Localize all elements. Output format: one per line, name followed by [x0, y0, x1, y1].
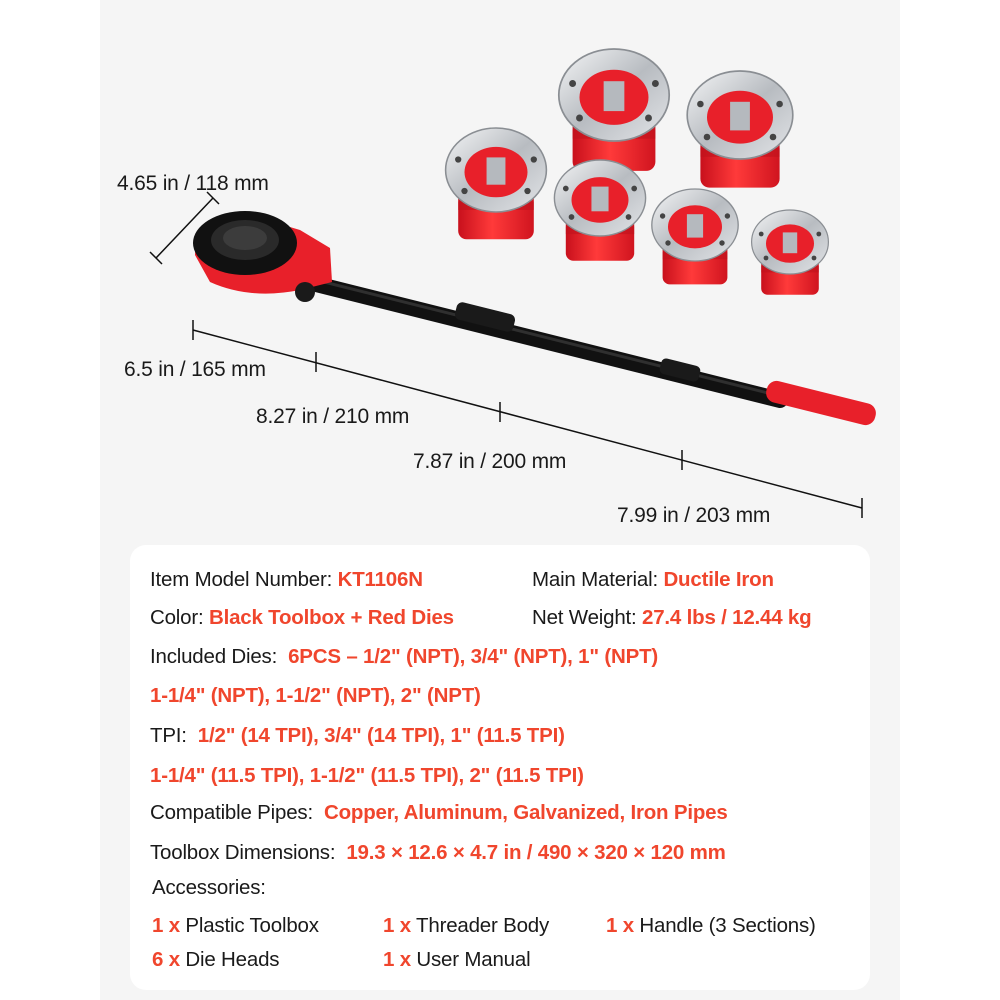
toolbox-dimensions-value: 19.3 × 12.6 × 4.7 in / 490 × 320 × 120 mm — [346, 841, 726, 864]
tpi-row — [150, 724, 565, 748]
weight-row — [532, 606, 811, 630]
accessory-item — [383, 948, 530, 972]
accessory-name: Threader Body — [416, 914, 550, 937]
weight-value: 27.4 lbs / 12.44 kg — [642, 606, 812, 629]
dimension-head-length: 6.5 in / 165 mm — [124, 358, 266, 381]
accessory-name: User Manual — [416, 948, 531, 971]
accessory-quantity: 6 x — [152, 948, 180, 971]
accessory-item — [152, 914, 319, 938]
color-row — [150, 606, 454, 630]
model-number-row — [150, 568, 423, 592]
included-dies-value: 6PCS – 1/2" (NPT), 3/4" (NPT), 1" (NPT) — [288, 645, 659, 668]
die-head-icon — [559, 49, 669, 171]
dimension-handle-section-2: 7.87 in / 200 mm — [413, 450, 567, 473]
specifications-card — [130, 545, 870, 990]
material-row — [532, 568, 774, 592]
die-head-icon — [446, 128, 547, 239]
dimension-handle-section-3: 7.99 in / 203 mm — [617, 504, 771, 527]
material-value: Ductile Iron — [663, 568, 774, 591]
die-head-icon — [687, 71, 793, 188]
die-head-icon — [554, 160, 645, 261]
accessory-item — [606, 914, 816, 938]
model-number-label: Item Model Number: — [150, 568, 333, 591]
accessory-name: Die Heads — [185, 948, 280, 971]
tpi-label: TPI: — [150, 724, 187, 747]
dimension-head-width: 4.65 in / 118 mm — [117, 172, 269, 195]
accessory-name: Plastic Toolbox — [185, 914, 319, 937]
accessory-quantity: 1 x — [383, 914, 411, 937]
tpi-value: 1/2" (14 TPI), 3/4" (14 TPI), 1" (11.5 TPI) — [197, 724, 565, 747]
accessory-quantity: 1 x — [383, 948, 411, 971]
accessory-quantity: 1 x — [606, 914, 634, 937]
included-dies-value-continued: 1-1/4" (NPT), 1-1/2" (NPT), 2" (NPT) — [150, 684, 481, 707]
included-dies-label: Included Dies: — [150, 645, 278, 668]
dimension-handle-section-1: 8.27 in / 210 mm — [256, 405, 410, 428]
accessories-heading: Accessories: — [152, 876, 266, 899]
tpi-value-continued: 1-1/4" (11.5 TPI), 1-1/2" (11.5 TPI), 2" (11.5 TPI) — [150, 764, 584, 787]
compatible-pipes-row — [150, 801, 728, 825]
die-head-icon — [652, 189, 738, 284]
accessory-item — [383, 914, 549, 938]
material-label: Main Material: — [532, 568, 658, 591]
compatible-pipes-label: Compatible Pipes: — [150, 801, 313, 824]
accessory-quantity: 1 x — [152, 914, 180, 937]
accessory-name: Handle (3 Sections) — [639, 914, 816, 937]
compatible-pipes-value: Copper, Aluminum, Galvanized, Iron Pipes — [323, 801, 728, 824]
toolbox-dimensions-row — [150, 841, 726, 865]
accessory-item — [152, 948, 279, 972]
included-dies-row — [150, 645, 658, 669]
weight-label: Net Weight: — [532, 606, 637, 629]
model-number-value: KT1106N — [337, 568, 423, 591]
ratchet-threader-body-icon — [193, 211, 332, 302]
color-value: Black Toolbox + Red Dies — [208, 606, 454, 629]
die-head-icon — [752, 210, 829, 295]
color-label: Color: — [150, 606, 204, 629]
toolbox-dimensions-label: Toolbox Dimensions: — [150, 841, 336, 864]
